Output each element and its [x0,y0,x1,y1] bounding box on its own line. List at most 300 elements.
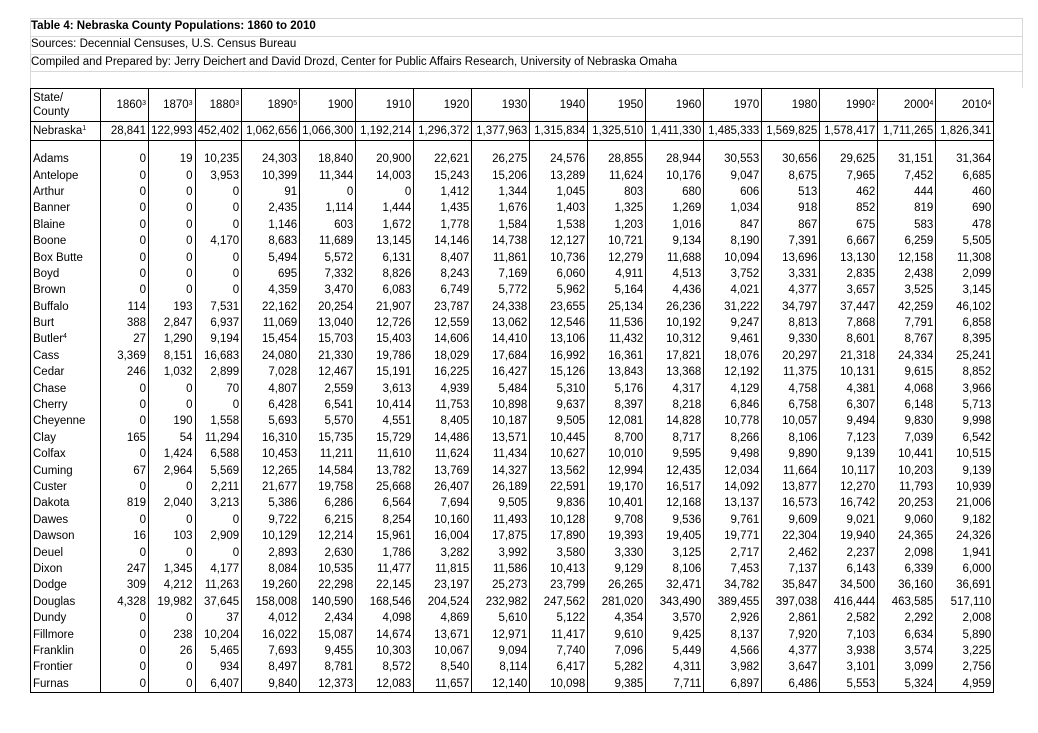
population-cell-text: 2,098 [904,546,934,559]
table-row [31,151,994,167]
population-cell-text: 1,676 [498,202,528,215]
population-cell-text: 0 [139,153,146,166]
population-cell-text: 26 [179,644,193,657]
population-cell [242,217,300,233]
population-cell [414,397,472,413]
population-cell-text: 8,717 [672,431,702,444]
population-cell [936,577,994,593]
population-cell [101,413,149,429]
state-value-cell-text: 1,377,963 [476,125,528,137]
population-cell [762,249,820,265]
population-cell-text: 25,241 [956,349,992,362]
population-cell [300,495,356,511]
population-cell [704,462,762,478]
spacer-cell [242,141,300,152]
population-cell [936,610,994,626]
population-cell [704,561,762,577]
population-cell [588,299,646,315]
population-cell [936,282,994,298]
population-cell-text: 11,586 [493,562,528,575]
population-cell [242,282,300,298]
column-header-year-text: 2000 [903,98,930,111]
population-cell [646,594,704,610]
county-name-cell [31,446,101,462]
population-cell-text: 6,685 [962,169,992,182]
population-cell-text: 0 [186,235,193,248]
county-name-cell [31,495,101,511]
population-cell-text: 13,040 [318,317,354,330]
population-cell [704,495,762,511]
population-cell [936,676,994,693]
population-cell [878,676,936,693]
population-cell-text: 23,197 [434,579,470,592]
population-cell-text: 11,624 [435,448,470,461]
population-cell-text: 6,428 [268,399,298,412]
population-cell [878,643,936,659]
population-cell-text: 7,096 [614,644,644,657]
population-cell [878,184,936,200]
state-value-cell-text: 1,325,510 [592,125,644,137]
population-cell-text: 3,752 [730,267,760,280]
population-cell [356,167,414,183]
population-cell-text: 140,590 [311,595,354,608]
population-cell [762,282,820,298]
population-cell-text: 15,206 [492,169,528,182]
population-cell [300,380,356,396]
population-cell [646,676,704,693]
population-cell [472,299,530,315]
population-cell [414,479,472,495]
spacer-cell [878,141,936,152]
population-cell-text: 37 [226,612,240,625]
population-cell-text: 11,793 [899,481,934,493]
population-cell [414,282,472,298]
population-cell [936,348,994,364]
population-cell [195,626,242,642]
population-cell-text: 5,494 [268,251,298,264]
population-cell-text: 10,778 [724,415,760,428]
population-cell-text: 9,425 [672,628,702,641]
population-cell-text: 4,359 [268,284,298,297]
county-name-cell [31,512,101,528]
population-cell [242,561,300,577]
population-cell [472,200,530,216]
population-cell [242,610,300,626]
table-row [31,200,994,216]
population-cell [356,479,414,495]
population-cell [588,430,646,446]
population-cell-text: 8,700 [614,431,644,444]
population-cell-text: 5,772 [498,284,528,297]
population-cell-text: 37,645 [203,595,240,608]
state-name-cell [31,122,101,141]
county-name-cell-text: Deuel [33,546,64,559]
population-cell [149,495,196,511]
population-cell [149,643,196,659]
population-cell [356,233,414,249]
footnote-marker: 2 [871,99,876,107]
population-cell-text: 7,711 [673,677,702,690]
population-cell [646,348,704,364]
population-cell-text: 11,664 [783,464,818,477]
population-cell-text: 4,012 [268,612,298,625]
population-cell [704,217,762,233]
population-cell-text: 8,266 [730,431,760,444]
population-cell-text: 0 [139,251,146,264]
population-cell-text: 9,060 [904,513,934,526]
population-cell [588,446,646,462]
population-cell [646,364,704,380]
population-cell-text: 803 [624,185,644,198]
population-cell-text: 10,235 [203,153,240,166]
population-cell-text: 22,162 [261,300,298,313]
population-cell-text: 2,899 [210,366,240,379]
population-cell [149,167,196,183]
population-cell [242,577,300,593]
county-name-cell [31,233,101,249]
population-cell [242,446,300,462]
population-cell [588,495,646,511]
population-cell [414,200,472,216]
population-cell [878,544,936,560]
population-cell-text: 10,094 [724,251,760,264]
population-cell-text: 9,021 [846,513,876,526]
population-cell-text: 10,898 [492,399,528,412]
table-row [31,299,994,315]
population-cell [101,217,149,233]
county-name-cell [31,200,101,216]
table-row [31,331,994,347]
column-header-county-text: State/ County [33,92,70,118]
county-name-cell-text: Boyd [33,267,60,280]
population-cell-text: 6,758 [788,399,818,412]
population-cell [530,561,588,577]
population-cell-text: 9,385 [614,677,644,690]
population-cell-text: 8,497 [268,661,298,674]
population-cell [149,249,196,265]
population-cell [588,577,646,593]
column-header-year [762,89,820,122]
population-cell [646,462,704,478]
population-cell-text: 2,237 [846,546,876,559]
population-cell-text: 10,414 [376,399,412,412]
population-cell [101,561,149,577]
population-cell [414,659,472,675]
state-value-cell [472,122,530,141]
population-cell [704,249,762,265]
population-cell-text: 20,253 [898,497,934,510]
population-cell-text: 0 [139,185,146,198]
population-cell-text: 8,243 [440,267,470,280]
population-cell [101,315,149,331]
population-cell-text: 15,087 [318,628,354,641]
county-name-cell [31,249,101,265]
population-cell-text: 6,259 [904,235,934,248]
population-cell-text: 8,137 [730,628,760,641]
population-cell [149,151,196,167]
population-cell-text: 13,289 [550,169,586,182]
population-cell-text: 11,624 [609,169,644,182]
county-name-cell-text: Antelope [33,169,79,182]
population-cell [878,364,936,380]
population-cell-text: 5,324 [904,677,934,690]
population-cell [300,610,356,626]
population-cell-text: 11,753 [435,399,470,412]
population-cell-text: 5,176 [614,382,644,395]
population-cell-text: 10,067 [434,644,470,657]
population-cell [356,462,414,478]
population-cell [936,364,994,380]
county-name-cell [31,528,101,544]
population-cell [588,462,646,478]
population-cell-text: 1,444 [382,202,412,215]
population-cell-text: 690 [972,202,992,215]
population-cell-text: 16,361 [608,349,644,362]
population-cell-text: 16,742 [840,497,876,510]
population-cell-text: 389,455 [717,595,760,608]
state-value-cell [195,122,242,141]
county-name-cell-text: Butler [33,333,64,346]
table-row [31,495,994,511]
population-cell [588,512,646,528]
population-cell [356,495,414,511]
population-cell-text: 13,843 [608,366,644,379]
population-cell [820,331,878,347]
population-cell-text: 3,938 [846,644,876,657]
population-cell-text: 11,069 [262,317,298,330]
population-cell [646,331,704,347]
population-cell [936,479,994,495]
population-cell-text: 4,317 [672,382,702,395]
population-cell-text: 24,334 [898,349,934,362]
county-name-cell-text: Arthur [33,185,65,198]
population-cell-text: 12,192 [724,366,760,379]
population-cell-text: 2,211 [211,481,240,493]
county-name-cell [31,577,101,593]
population-cell-text: 0 [139,218,146,231]
population-cell-text: 6,339 [904,562,934,575]
population-cell [936,315,994,331]
population-cell-text: 13,137 [724,497,760,510]
population-cell [149,299,196,315]
county-name-cell-text: Boone [33,235,67,248]
population-cell [588,315,646,331]
population-cell [704,413,762,429]
population-cell-text: 19,405 [666,530,702,543]
spacer-cell [472,141,530,152]
population-cell [242,167,300,183]
population-cell-text: 0 [139,644,146,657]
population-cell-text: 10,441 [898,448,934,461]
population-cell [149,676,196,693]
population-cell [101,676,149,693]
population-cell [704,577,762,593]
population-cell-text: 22,145 [376,579,412,592]
population-cell [820,430,878,446]
population-cell-text: 204,524 [427,595,470,608]
population-cell-text: 0 [139,284,146,297]
population-cell-text: 0 [232,202,240,215]
population-cell [242,200,300,216]
county-name-cell-text: Colfax [33,448,66,461]
population-cell-text: 193 [173,300,193,313]
county-name-cell-text: Custer [33,481,67,493]
population-cell [101,594,149,610]
county-name-cell [31,643,101,659]
county-name-cell [31,282,101,298]
population-cell [878,200,936,216]
population-cell-text: 7,137 [788,562,818,575]
population-cell-text: 2,008 [962,612,992,625]
county-name-cell-text: Frontier [33,661,73,674]
population-cell [704,446,762,462]
population-cell [704,282,762,298]
table-title: Table 4: Nebraska County Populations: 1860 to 2010 [31,20,316,32]
population-cell [195,544,242,560]
population-cell-text: 15,243 [434,169,470,182]
column-header-year [242,89,300,122]
state-value-cell [762,122,820,141]
population-cell-text: 0 [232,218,240,231]
population-cell [936,643,994,659]
population-cell-text: 34,797 [782,300,818,313]
population-cell [149,217,196,233]
population-cell [101,249,149,265]
population-cell-text: 675 [856,218,876,231]
population-cell-text: 23,787 [434,300,470,313]
population-cell [472,315,530,331]
population-cell [704,594,762,610]
population-cell [356,380,414,396]
population-cell-text: 32,471 [666,579,702,592]
population-cell-text: 1,290 [163,333,193,346]
population-cell [101,380,149,396]
population-cell-text: 5,505 [962,235,992,248]
population-cell [588,266,646,282]
population-cell [820,643,878,659]
population-cell [101,577,149,593]
county-name-cell-text: Banner [33,202,71,215]
table-row [31,512,994,528]
population-cell-text: 0 [346,185,354,198]
population-cell-text: 2,717 [730,546,760,559]
population-cell [936,184,994,200]
population-cell-text: 0 [186,382,193,395]
population-cell [936,495,994,511]
population-cell-text: 12,034 [724,464,760,477]
population-cell [936,331,994,347]
population-cell [195,413,242,429]
population-table [30,88,994,693]
population-cell [414,184,472,200]
population-cell [414,266,472,282]
county-name-cell-text: Fillmore [33,628,74,641]
population-cell [704,348,762,364]
population-cell-text: 2,292 [904,612,934,625]
population-cell [704,479,762,495]
county-name-cell [31,594,101,610]
population-cell-text: 37,447 [840,300,876,313]
population-cell-text: 14,486 [434,431,470,444]
population-cell [646,413,704,429]
population-cell [195,397,242,413]
population-cell [646,659,704,675]
population-cell-text: 1,778 [440,218,470,231]
state-value-cell-text: 1,711,265 [883,125,934,137]
population-cell-text: 7,791 [904,317,934,330]
population-cell [588,397,646,413]
population-cell [820,577,878,593]
spacer-cell [588,141,646,152]
population-cell-text: 9,761 [730,513,760,526]
population-cell-text: 3,953 [210,169,240,182]
population-cell-text: 9,609 [788,513,818,526]
population-cell-text: 13,368 [666,366,702,379]
population-cell [414,249,472,265]
gridline [1022,18,1023,88]
population-cell-text: 238 [173,628,193,641]
column-header-year-text: 1980 [791,98,818,111]
population-cell [936,430,994,446]
state-value-cell-text: 1,066,300 [302,125,354,137]
population-cell-text: 10,176 [666,169,702,182]
population-cell-text: 6,897 [730,677,760,690]
population-cell-text: 10,204 [203,628,240,641]
county-name-cell [31,676,101,693]
population-cell [195,462,242,478]
population-cell-text: 12,373 [318,677,354,690]
population-cell-text: 7,453 [730,562,760,575]
population-cell-text: 2,893 [268,546,298,559]
population-cell-text: 4,939 [440,382,470,395]
population-cell-text: 31,364 [956,153,992,166]
table-row [31,626,994,642]
population-cell-text: 16,225 [434,366,470,379]
population-cell [820,676,878,693]
population-cell-text: 8,397 [614,399,644,412]
population-cell [878,217,936,233]
population-cell [762,676,820,693]
table-row [31,462,994,478]
population-cell [704,430,762,446]
population-cell-text: 7,740 [556,644,586,657]
population-cell-text: 7,868 [846,317,876,330]
population-cell [101,659,149,675]
population-cell [820,594,878,610]
population-cell-text: 16,992 [550,349,586,362]
column-header-year [195,89,242,122]
population-cell-text: 15,961 [376,530,412,543]
population-cell [704,626,762,642]
population-cell-text: 10,057 [782,415,818,428]
population-cell-text: 36,691 [956,579,992,592]
population-cell-text: 0 [232,399,240,412]
county-name-cell-text: Dawson [33,530,75,543]
population-cell [820,266,878,282]
column-header-year [300,89,356,122]
county-name-cell-text: Cherry [33,399,68,412]
population-cell-text: 1,786 [382,546,412,559]
population-cell-text: 21,006 [956,497,992,510]
population-cell [472,331,530,347]
population-cell [472,413,530,429]
population-cell-text: 1,034 [730,202,760,215]
population-cell [356,249,414,265]
population-cell-text: 309 [126,579,146,592]
population-cell [149,397,196,413]
population-cell [242,151,300,167]
population-cell-text: 0 [139,399,146,412]
